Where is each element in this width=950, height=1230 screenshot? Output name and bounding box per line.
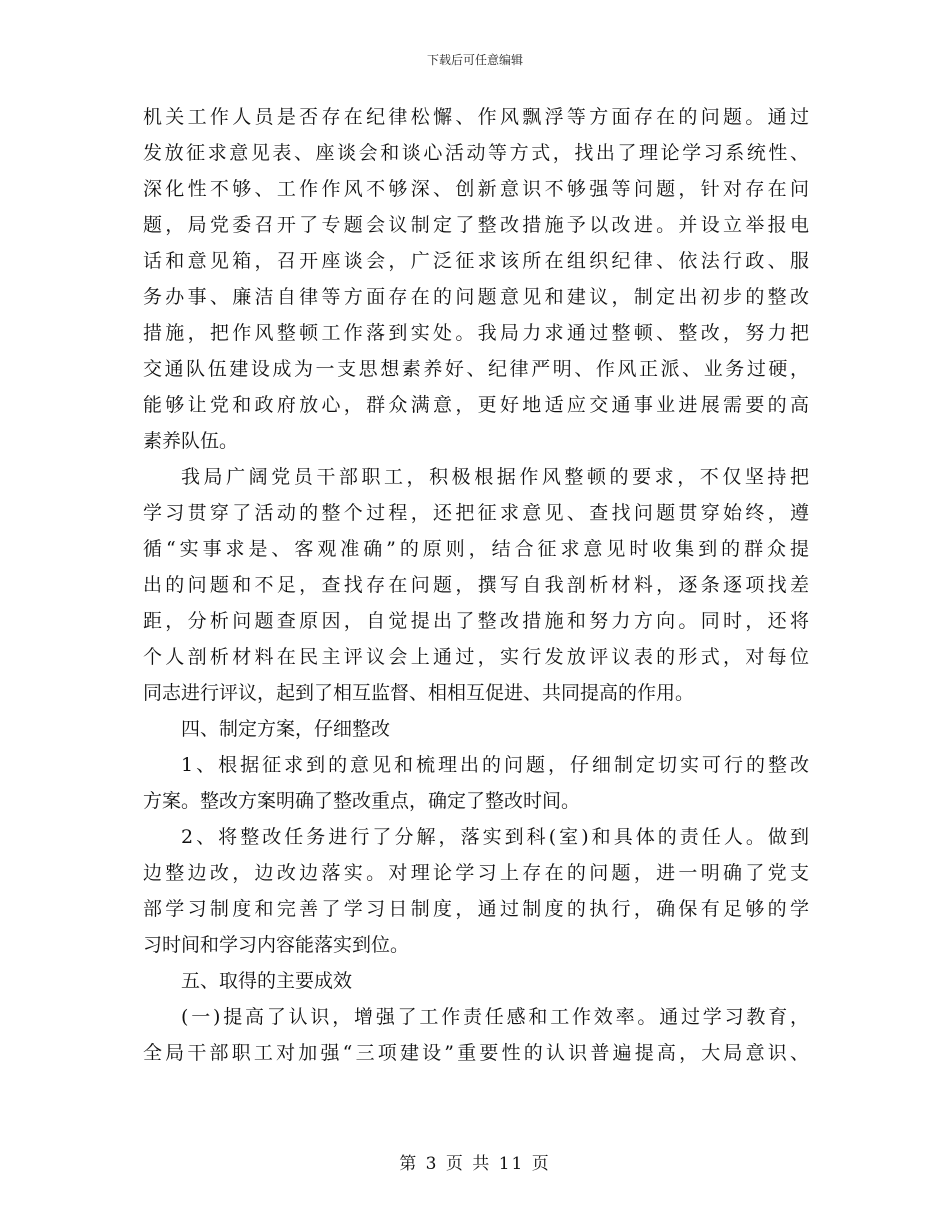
- text-line: 题，局党委召开了专题会议制定了整改措施予以改进。并设立举报电: [143, 214, 809, 236]
- text-line: 习时间和学习内容能落实到位。: [143, 934, 410, 956]
- text-line: 学习贯穿了活动的整个过程，还把征求意见、查找问题贯穿始终，遵: [143, 502, 809, 524]
- text-line: 同志进行评议，起到了相互监督、相相互促进、共同提高的作用。: [143, 682, 695, 704]
- section-heading: 四、制定方案，仔细整改: [181, 718, 391, 740]
- page-header: 下载后可任意编辑: [426, 53, 523, 67]
- text-line: 务办事、廉洁自律等方面存在的问题意见和建议，制定出初步的整改: [143, 286, 809, 308]
- text-line: 交通队伍建设成为一支思想素养好、纪律严明、作风正派、业务过硬，: [143, 358, 809, 380]
- text-line: 出的问题和不足，查找存在问题，撰写自我剖析材料，逐条逐项找差: [143, 574, 809, 596]
- text-line: 能够让党和政府放心，群众满意，更好地适应交通事业进展需要的高: [143, 394, 809, 416]
- text-line: 全局干部职工对加强“三项建设”重要性的认识普遍提高，大局意识、: [143, 1042, 809, 1064]
- text-line: 边整边改，边改边落实。对理论学习上存在的问题，进一明确了党支: [143, 862, 809, 884]
- text-line: 机关工作人员是否存在纪律松懈、作风飘浮等方面存在的问题。通过: [143, 106, 809, 128]
- text-line: 素养队伍。: [143, 430, 239, 452]
- page-footer: 第 3 页 共 11 页: [399, 1154, 551, 1174]
- text-line: 方案。整改方案明确了整改重点，确定了整改时间。: [143, 790, 581, 812]
- text-line: (一)提高了认识，增强了工作责任感和工作效率。通过学习教育，: [181, 1006, 809, 1028]
- text-line: 1、根据征求到的意见和梳理出的问题，仔细制定切实可行的整改: [181, 754, 809, 776]
- text-line: 我局广阔党员干部职工，积极根据作风整顿的要求，不仅坚持把: [181, 466, 809, 488]
- text-line: 个人剖析材料在民主评议会上通过，实行发放评议表的形式，对每位: [143, 646, 809, 668]
- text-line: 2、将整改任务进行了分解，落实到科(室)和具体的责任人。做到: [181, 826, 809, 848]
- text-line: 深化性不够、工作作风不够深、创新意识不够强等问题，针对存在问: [143, 178, 809, 200]
- text-line: 循“实事求是、客观准确”的原则，结合征求意见时收集到的群众提: [143, 538, 809, 560]
- text-line: 措施，把作风整顿工作落到实处。我局力求通过整顿、整改，努力把: [143, 322, 809, 344]
- text-line: 发放征求意见表、座谈会和谈心活动等方式，找出了理论学习系统性、: [143, 142, 809, 164]
- text-line: 部学习制度和完善了学习日制度，通过制度的执行，确保有足够的学: [143, 898, 809, 920]
- text-line: 话和意见箱，召开座谈会，广泛征求该所在组织纪律、依法行政、服: [143, 250, 809, 272]
- text-line: 距，分析问题查原因，自觉提出了整改措施和努力方向。同时，还将: [143, 610, 809, 632]
- document-body: [143, 99, 809, 1071]
- section-heading: 五、取得的主要成效: [181, 970, 353, 992]
